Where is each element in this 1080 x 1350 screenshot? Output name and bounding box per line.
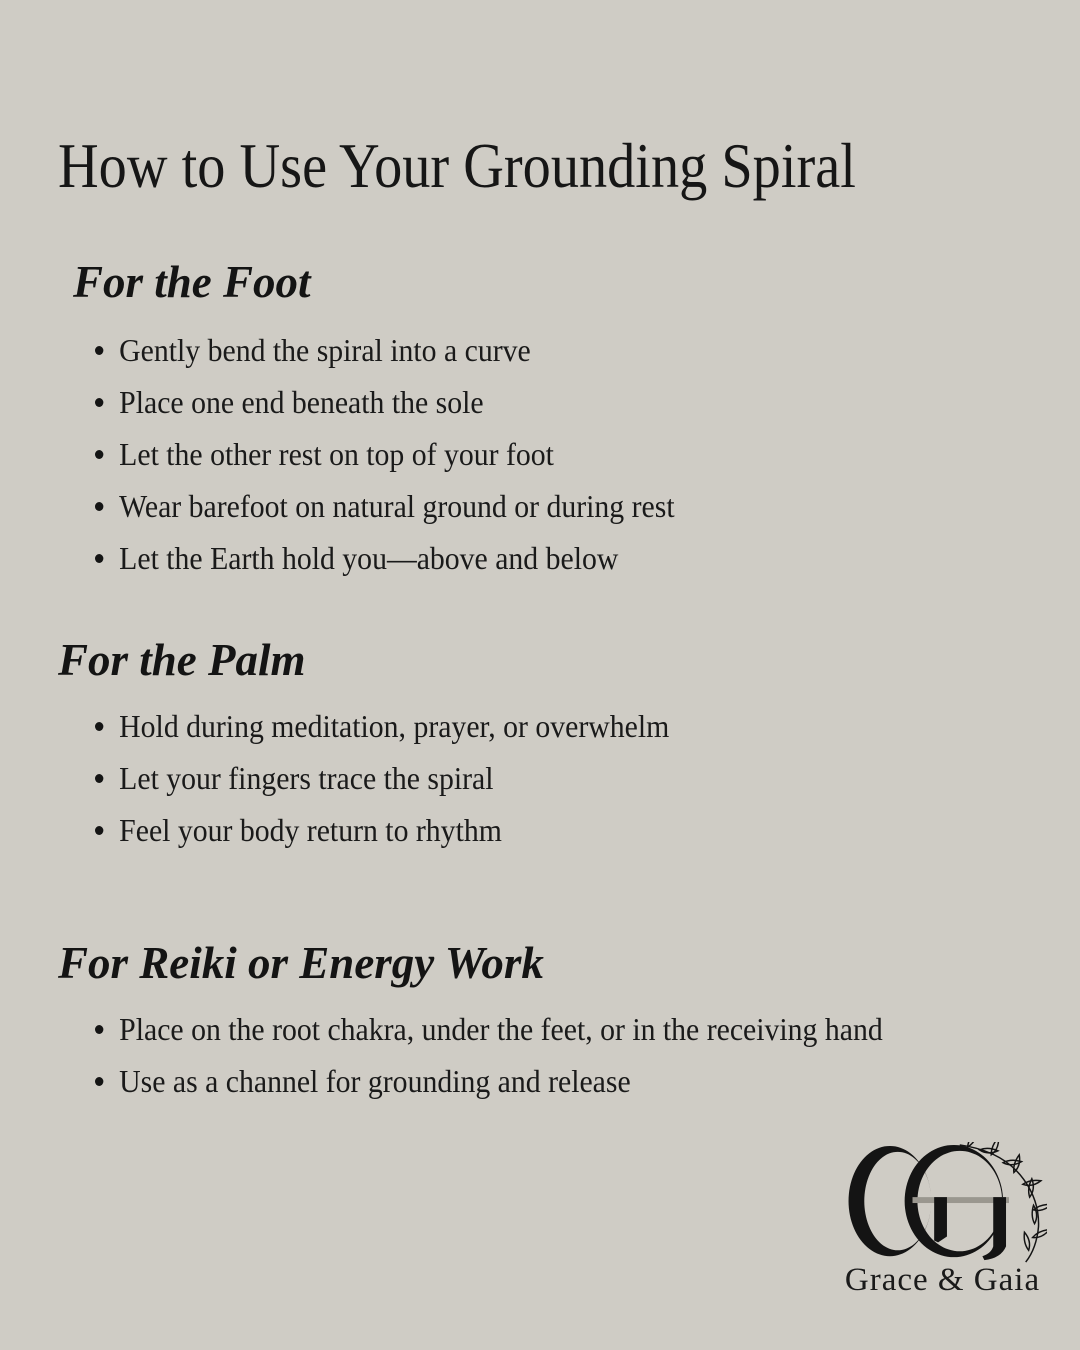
list-item-text: Hold during meditation, prayer, or overwhelm: [119, 707, 670, 744]
bullet-icon: [95, 1025, 103, 1034]
list-item-text: Place one end beneath the sole: [119, 383, 484, 420]
brand-wordmark: Grace & Gaia: [844, 1262, 1041, 1298]
bullet-icon: [95, 722, 103, 731]
list-item: [95, 700, 669, 752]
bullet-icon: [95, 398, 103, 407]
section-heading-foot: For the Foot: [73, 257, 311, 307]
list-palm: [95, 700, 669, 856]
list-item-text: Let the other rest on top of your foot: [119, 435, 554, 472]
list-item: [95, 804, 669, 856]
page-title: How to Use Your Grounding Spiral: [58, 130, 856, 201]
list-item-text: Feel your body return to rhythm: [119, 811, 502, 848]
list-item: [95, 480, 675, 532]
bullet-icon: [95, 554, 103, 563]
bullet-icon: [95, 450, 103, 459]
list-item-text: Let your fingers trace the spiral: [119, 759, 494, 796]
bullet-icon: [95, 1077, 103, 1086]
list-item-text: Wear barefoot on natural ground or during rest: [119, 487, 675, 524]
list-item: [95, 376, 675, 428]
list-item: [95, 324, 675, 376]
bullet-icon: [95, 774, 103, 783]
list-item: [95, 1055, 883, 1107]
bullet-icon: [95, 346, 103, 355]
list-item: [95, 752, 669, 804]
list-item-text: Let the Earth hold you—above and below: [119, 539, 619, 576]
list-item: [95, 532, 675, 584]
section-heading-palm: For the Palm: [58, 635, 306, 685]
list-item-text: Use as a channel for grounding and release: [119, 1062, 631, 1099]
bullet-icon: [95, 826, 103, 835]
list-foot: [95, 324, 675, 584]
list-reiki: [95, 1003, 883, 1107]
brand-logo: [820, 1140, 1065, 1310]
list-item-text: Gently bend the spiral into a curve: [119, 331, 531, 368]
list-item: [95, 428, 675, 480]
bullet-icon: [95, 502, 103, 511]
section-heading-reiki: For Reiki or Energy Work: [58, 938, 544, 988]
list-item: [95, 1003, 883, 1055]
gg-monogram-icon: [842, 1142, 1047, 1268]
list-item-text: Place on the root chakra, under the feet, or in the receiving hand: [119, 1010, 883, 1047]
